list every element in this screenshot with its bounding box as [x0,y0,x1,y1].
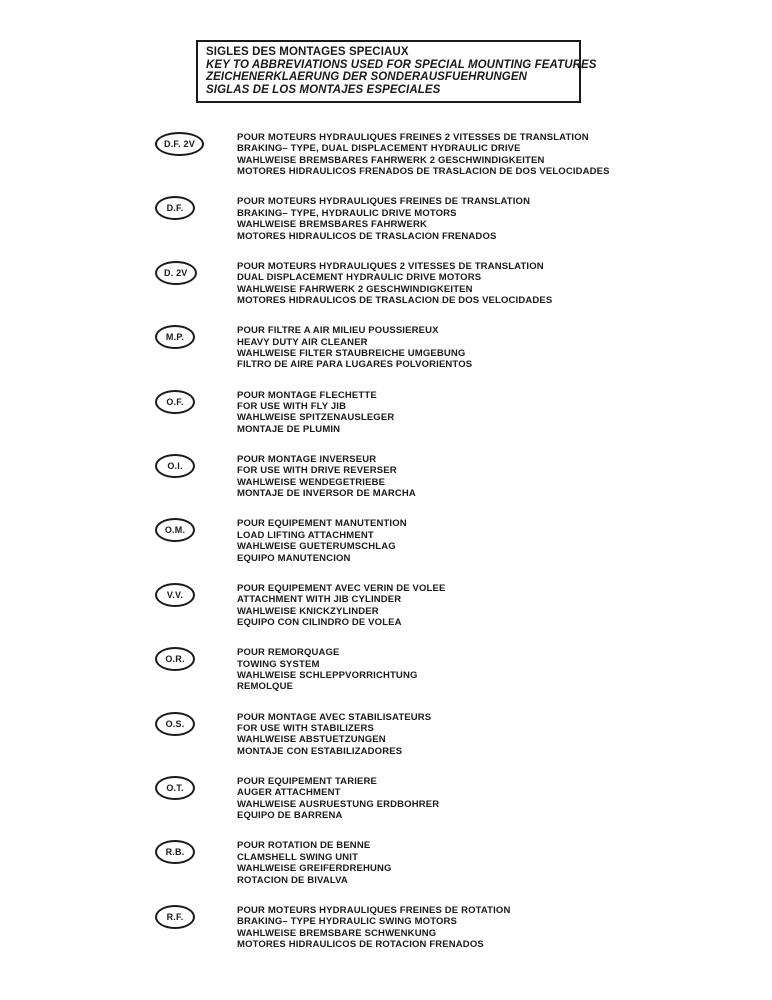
badge-column [155,453,237,478]
entry-line-english: BRAKING– TYPE, DUAL DISPLACEMENT HYDRAULIC DRIVE [237,143,521,155]
entry-line-english: HEAVY DUTY AIR CLEANER [237,336,368,348]
entry-line-english: CLAMSHELL SWING UNIT [237,851,359,863]
abbreviation-entry [155,517,715,563]
entry-line-french: POUR REMORQUAGE [237,647,340,659]
entry-code: D.F. [166,203,184,214]
entry-line-spanish: MONTAJE CON ESTABILIZADORES [237,745,403,757]
entry-code-badge [155,325,195,349]
entry-descriptions [237,839,392,886]
abbreviation-entry [155,904,715,950]
entry-line-spanish: MONTAJE DE INVERSOR DE MARCHA [237,488,416,500]
entry-line-spanish: EQUIPO CON CILINDRO DE VOLEA [237,616,402,628]
entry-code-badge [155,905,195,929]
entry-code-badge [155,647,195,671]
entry-line-german: WAHLWEISE ABSTUETZUNGEN [237,734,386,746]
entry-line-english: BRAKING– TYPE, HYDRAULIC DRIVE MOTORS [237,207,457,219]
entry-code: O.S. [165,718,185,729]
abbreviation-entry [155,453,715,499]
entry-code-badge [155,776,195,800]
entry-line-german: WAHLWEISE BREMSBARES FAHRWERK [237,219,427,231]
entry-code-badge [155,132,204,156]
header-title-french: SIGLES DES MONTAGES SPECIAUX [206,46,409,58]
entry-code: M.P. [165,332,185,343]
header-subtitle-spanish: SIGLAS DE LOS MONTAJES ESPECIALES [206,83,441,96]
entry-line-german: WAHLWEISE BREMSBARE SCHWENKUNG [237,927,437,939]
entry-line-german: WAHLWEISE AUSRUESTUNG ERDBOHRER [237,798,440,810]
entry-line-spanish: MONTAJE DE PLUMIN [237,423,341,435]
entry-line-english: LOAD LIFTING ATTACHMENT [237,529,374,541]
header-box [196,40,597,103]
entry-code-badge [155,712,195,736]
entry-line-french: POUR MOTEURS HYDRAULIQUES FREINES DE TRANSLATION [237,196,531,208]
entry-line-english: ATTACHMENT WITH JIB CYLINDER [237,594,402,606]
abbreviation-entry [155,131,715,177]
entry-code: O.R. [165,654,185,665]
entry-code: O.F. [166,396,184,407]
entry-line-spanish: ROTACION DE BIVALVA [237,874,348,886]
badge-column [155,260,237,285]
badge-column [155,131,237,156]
entry-line-german: WAHLWEISE GUETERUMSCHLAG [237,541,396,553]
entry-descriptions [237,324,472,371]
entry-line-german: WAHLWEISE WENDEGETRIEBE [237,476,386,488]
entry-line-english: AUGER ATTACHMENT [237,787,341,799]
entry-code: R.F. [166,911,184,922]
header-subtitle-german: ZEICHENERKLAERUNG DER SONDERAUSFUEHRUNGEN [206,71,528,83]
entry-line-spanish: MOTORES HIDRAULICOS FRENADOS DE TRASLACION DE DOS VELOCIDADES [237,166,610,178]
badge-column [155,904,237,929]
entry-code-badge [155,583,195,607]
badge-column [155,711,237,736]
entry-line-english: DUAL DISPLACEMENT HYDRAULIC DRIVE MOTORS [237,272,482,284]
entry-line-german: WAHLWEISE BREMSBARES FAHRWERK 2 GESCHWINDIGKEITEN [237,154,545,166]
entry-code-badge [155,390,195,414]
entry-line-spanish: REMOLQUE [237,681,294,693]
entry-line-french: POUR EQUIPEMENT AVEC VERIN DE VOLEE [237,582,446,594]
entry-descriptions [237,517,407,564]
badge-column [155,839,237,864]
entry-line-french: POUR MONTAGE INVERSEUR [237,453,377,465]
entry-line-french: POUR FILTRE A AIR MILIEU POUSSIEREUX [237,325,439,337]
entry-line-german: WAHLWEISE SPITZENAUSLEGER [237,412,395,424]
entry-line-german: WAHLWEISE SCHLEPPVORRICHTUNG [237,669,418,681]
entry-descriptions [237,195,530,242]
badge-column [155,582,237,607]
entry-line-english: BRAKING– TYPE HYDRAULIC SWING MOTORS [237,916,458,928]
entry-line-spanish: MOTORES HIDRAULICOS DE ROTACION FRENADOS [237,938,484,950]
entry-descriptions [237,711,431,758]
abbreviation-entry [155,324,715,370]
entry-descriptions [237,260,552,307]
entry-line-german: WAHLWEISE KNICKZYLINDER [237,605,379,617]
entry-descriptions [237,453,416,500]
entry-line-english: TOWING SYSTEM [237,658,320,670]
entry-line-spanish: MOTORES HIDRAULICOS DE TRASLACION DE DOS VELOCIDADES [237,295,553,306]
entry-line-spanish: EQUIPO MANUTENCION [237,552,351,564]
entry-descriptions [237,904,510,951]
abbreviation-list [155,131,715,968]
entry-code: D. 2V [164,267,188,278]
entry-line-french: POUR EQUIPEMENT TARIERE [237,775,377,787]
entry-line-french: POUR EQUIPEMENT MANUTENTION [237,518,407,530]
abbreviation-entry [155,389,715,435]
entry-line-german: WAHLWEISE GREIFERDREHUNG [237,863,392,875]
entry-code: O.I. [167,460,183,471]
abbreviation-entry [155,839,715,885]
entry-code-badge [155,518,195,542]
entry-line-english: FOR USE WITH DRIVE REVERSER [237,465,397,477]
entry-line-english: FOR USE WITH STABILIZERS [237,722,374,734]
badge-column [155,195,237,220]
entry-descriptions [237,582,445,629]
badge-column [155,517,237,542]
badge-column [155,646,237,671]
entry-descriptions [237,646,418,693]
entry-code: D.F. 2V [164,139,195,149]
entry-line-spanish: FILTRO DE AIRE PARA LUGARES POLVORIENTOS [237,359,473,371]
abbreviation-entry [155,582,715,628]
entry-code: O.T. [166,782,184,793]
entry-code: R.B. [165,847,185,858]
entry-line-spanish: MOTORES HIDRAULICOS DE TRASLACION FRENADOS [237,230,497,242]
entry-line-french: POUR ROTATION DE BENNE [237,840,371,852]
entry-line-english: FOR USE WITH FLY JIB [237,400,347,412]
entry-code-badge [155,840,195,864]
entry-code-badge [155,196,195,220]
entry-line-french: POUR MOTEURS HYDRAULIQUES FREINES DE ROTATION [237,904,511,916]
abbreviation-entry [155,260,715,306]
entry-line-german: WAHLWEISE FAHRWERK 2 GESCHWINDIGKEITEN [237,283,473,295]
entry-descriptions [237,775,439,822]
entry-line-french: POUR MOTEURS HYDRAULIQUES 2 VITESSES DE TRANSLATION [237,260,544,272]
abbreviation-entry [155,646,715,692]
badge-column [155,324,237,349]
entry-line-french: POUR MOTEURS HYDRAULIQUES FREINES 2 VITESSES DE TRANSLATION [237,132,589,143]
badge-column [155,775,237,800]
entry-line-french: POUR MONTAGE FLECHETTE [237,389,377,401]
header-subtitle-english: KEY TO ABBREVIATIONS USED FOR SPECIAL MOUNTING FEATURES [206,58,597,71]
entry-code: O.M. [164,525,186,536]
entry-line-french: POUR MONTAGE AVEC STABILISATEURS [237,711,432,723]
entry-code-badge [155,454,195,478]
entry-line-spanish: EQUIPO DE BARRENA [237,810,343,822]
entry-descriptions [237,131,610,178]
entry-code-badge [155,261,197,285]
entry-line-german: WAHLWEISE FILTER STAUBREICHE UMGEBUNG [237,347,466,359]
abbreviation-entry [155,711,715,757]
abbreviation-entry [155,775,715,821]
badge-column [155,389,237,414]
entry-descriptions [237,389,394,436]
abbreviation-entry [155,195,715,241]
entry-code: V.V. [166,589,184,600]
